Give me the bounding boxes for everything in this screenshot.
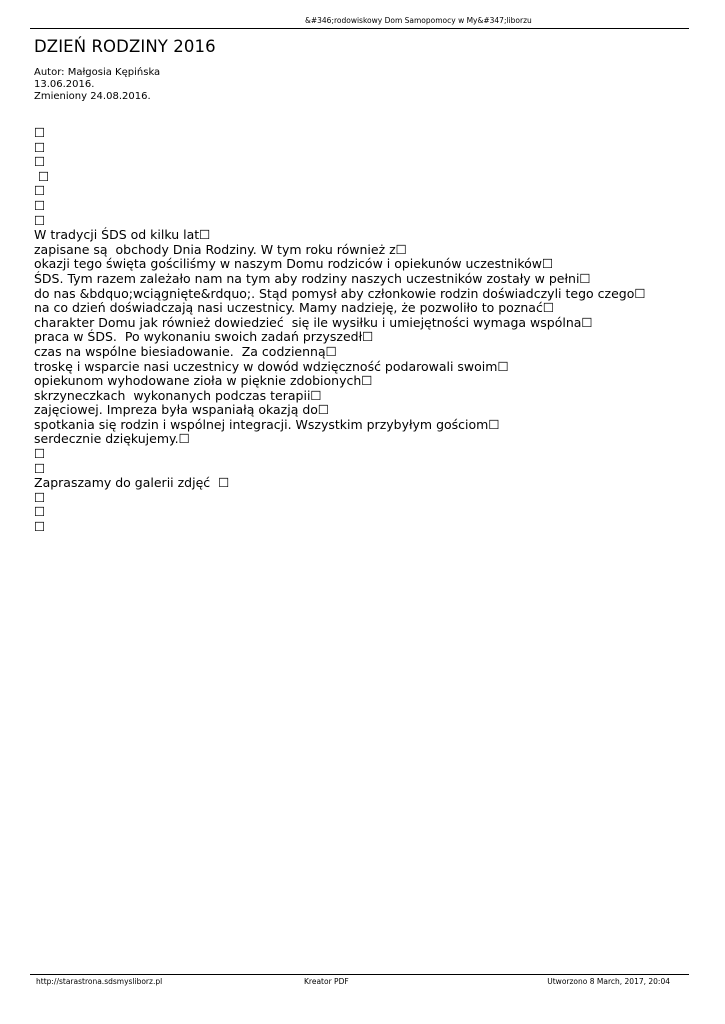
author-line: Autor: Małgosia Kępińska (34, 67, 161, 78)
article-body-line: ☐ (34, 504, 46, 520)
article-body-line: Zapraszamy do galerii zdjęć ☐ (34, 475, 230, 491)
article-body-line: czas na wspólne biesiadowanie. Za codzienną☐ (34, 343, 337, 359)
article-body-line: ☐ (34, 460, 46, 476)
article-body-line: ☐ (34, 154, 46, 170)
publish-date: 13.06.2016. (34, 79, 95, 90)
article-body-line: ☐ (34, 168, 50, 184)
footer-url-link[interactable]: http://starastrona.sdsmysliborz.pl (36, 977, 163, 986)
article-body-line: ŚDS. Tym razem zależało nam na tym aby rodziny naszych uczestników zostały w pełni☐ (34, 270, 591, 286)
article-body-line: serdecznie dziękujemy.☐ (34, 431, 190, 447)
article-body-line: ☐ (34, 139, 46, 155)
article-body-line: zapisane są obchody Dnia Rodziny. W tym roku również z☐ (34, 241, 407, 257)
article-body-line: okazji tego święta gościliśmy w naszym Domu rodziców i opiekunów uczestników☐ (34, 256, 554, 272)
article-title: DZIEŃ RODZINY 2016 (34, 37, 216, 56)
footer-created-date: Utworzono 8 March, 2017, 20:04 (547, 977, 670, 986)
article-body-line: charakter Domu jak również dowiedzieć się ile wysiłku i umiejętności wymaga wspólna☐ (34, 314, 593, 330)
article-body-line: skrzyneczkach wykonanych podczas terapii☐ (34, 387, 322, 403)
article-body-line: na co dzień doświadczają nasi uczestnicy. Mamy nadzieję, że pozwoliło to poznać☐ (34, 300, 555, 316)
header-divider (30, 28, 689, 29)
footer-generator: Kreator PDF (304, 977, 349, 986)
article-body-line: ☐ (34, 197, 46, 213)
article-body-line: ☐ (34, 489, 46, 505)
article-body-line: do nas &bdquo;wciągnięte&rdquo;. Stąd pomysł aby członkowie rodzin doświadczyli tego czego☐ (34, 285, 646, 301)
article-meta (34, 67, 160, 103)
footer-divider (30, 974, 689, 975)
article-body-line: ☐ (34, 212, 46, 228)
article-body-line: W tradycji ŚDS od kilku lat☐ (34, 227, 211, 243)
article-body-line: ☐ (34, 125, 46, 140)
article-body-line: ☐ (34, 519, 46, 535)
article-body-line: spotkania się rodzin i wspólnej integracji. Wszystkim przybyłym gościom☐ (34, 416, 500, 432)
article-body-line: ☐ (34, 183, 46, 199)
article-body-line: troskę i wsparcie nasi uczestnicy w dowód wdzięczność podarowali swoim☐ (34, 358, 509, 374)
page-header-site-name: &#346;rodowiskowy Dom Samopomocy w My&#347;liborzu (305, 16, 532, 25)
article-body-line: zajęciowej. Impreza była wspaniałą okazją do☐ (34, 402, 330, 418)
article-body-line: ☐ (34, 446, 46, 462)
article-body (34, 126, 646, 535)
article-body-line: praca w ŚDS. Po wykonaniu swoich zadań przyszedł☐ (34, 329, 374, 345)
article-body-line: opiekunom wyhodowane zioła w pięknie zdobionych☐ (34, 373, 373, 389)
modified-date: Zmieniony 24.08.2016. (34, 91, 151, 102)
